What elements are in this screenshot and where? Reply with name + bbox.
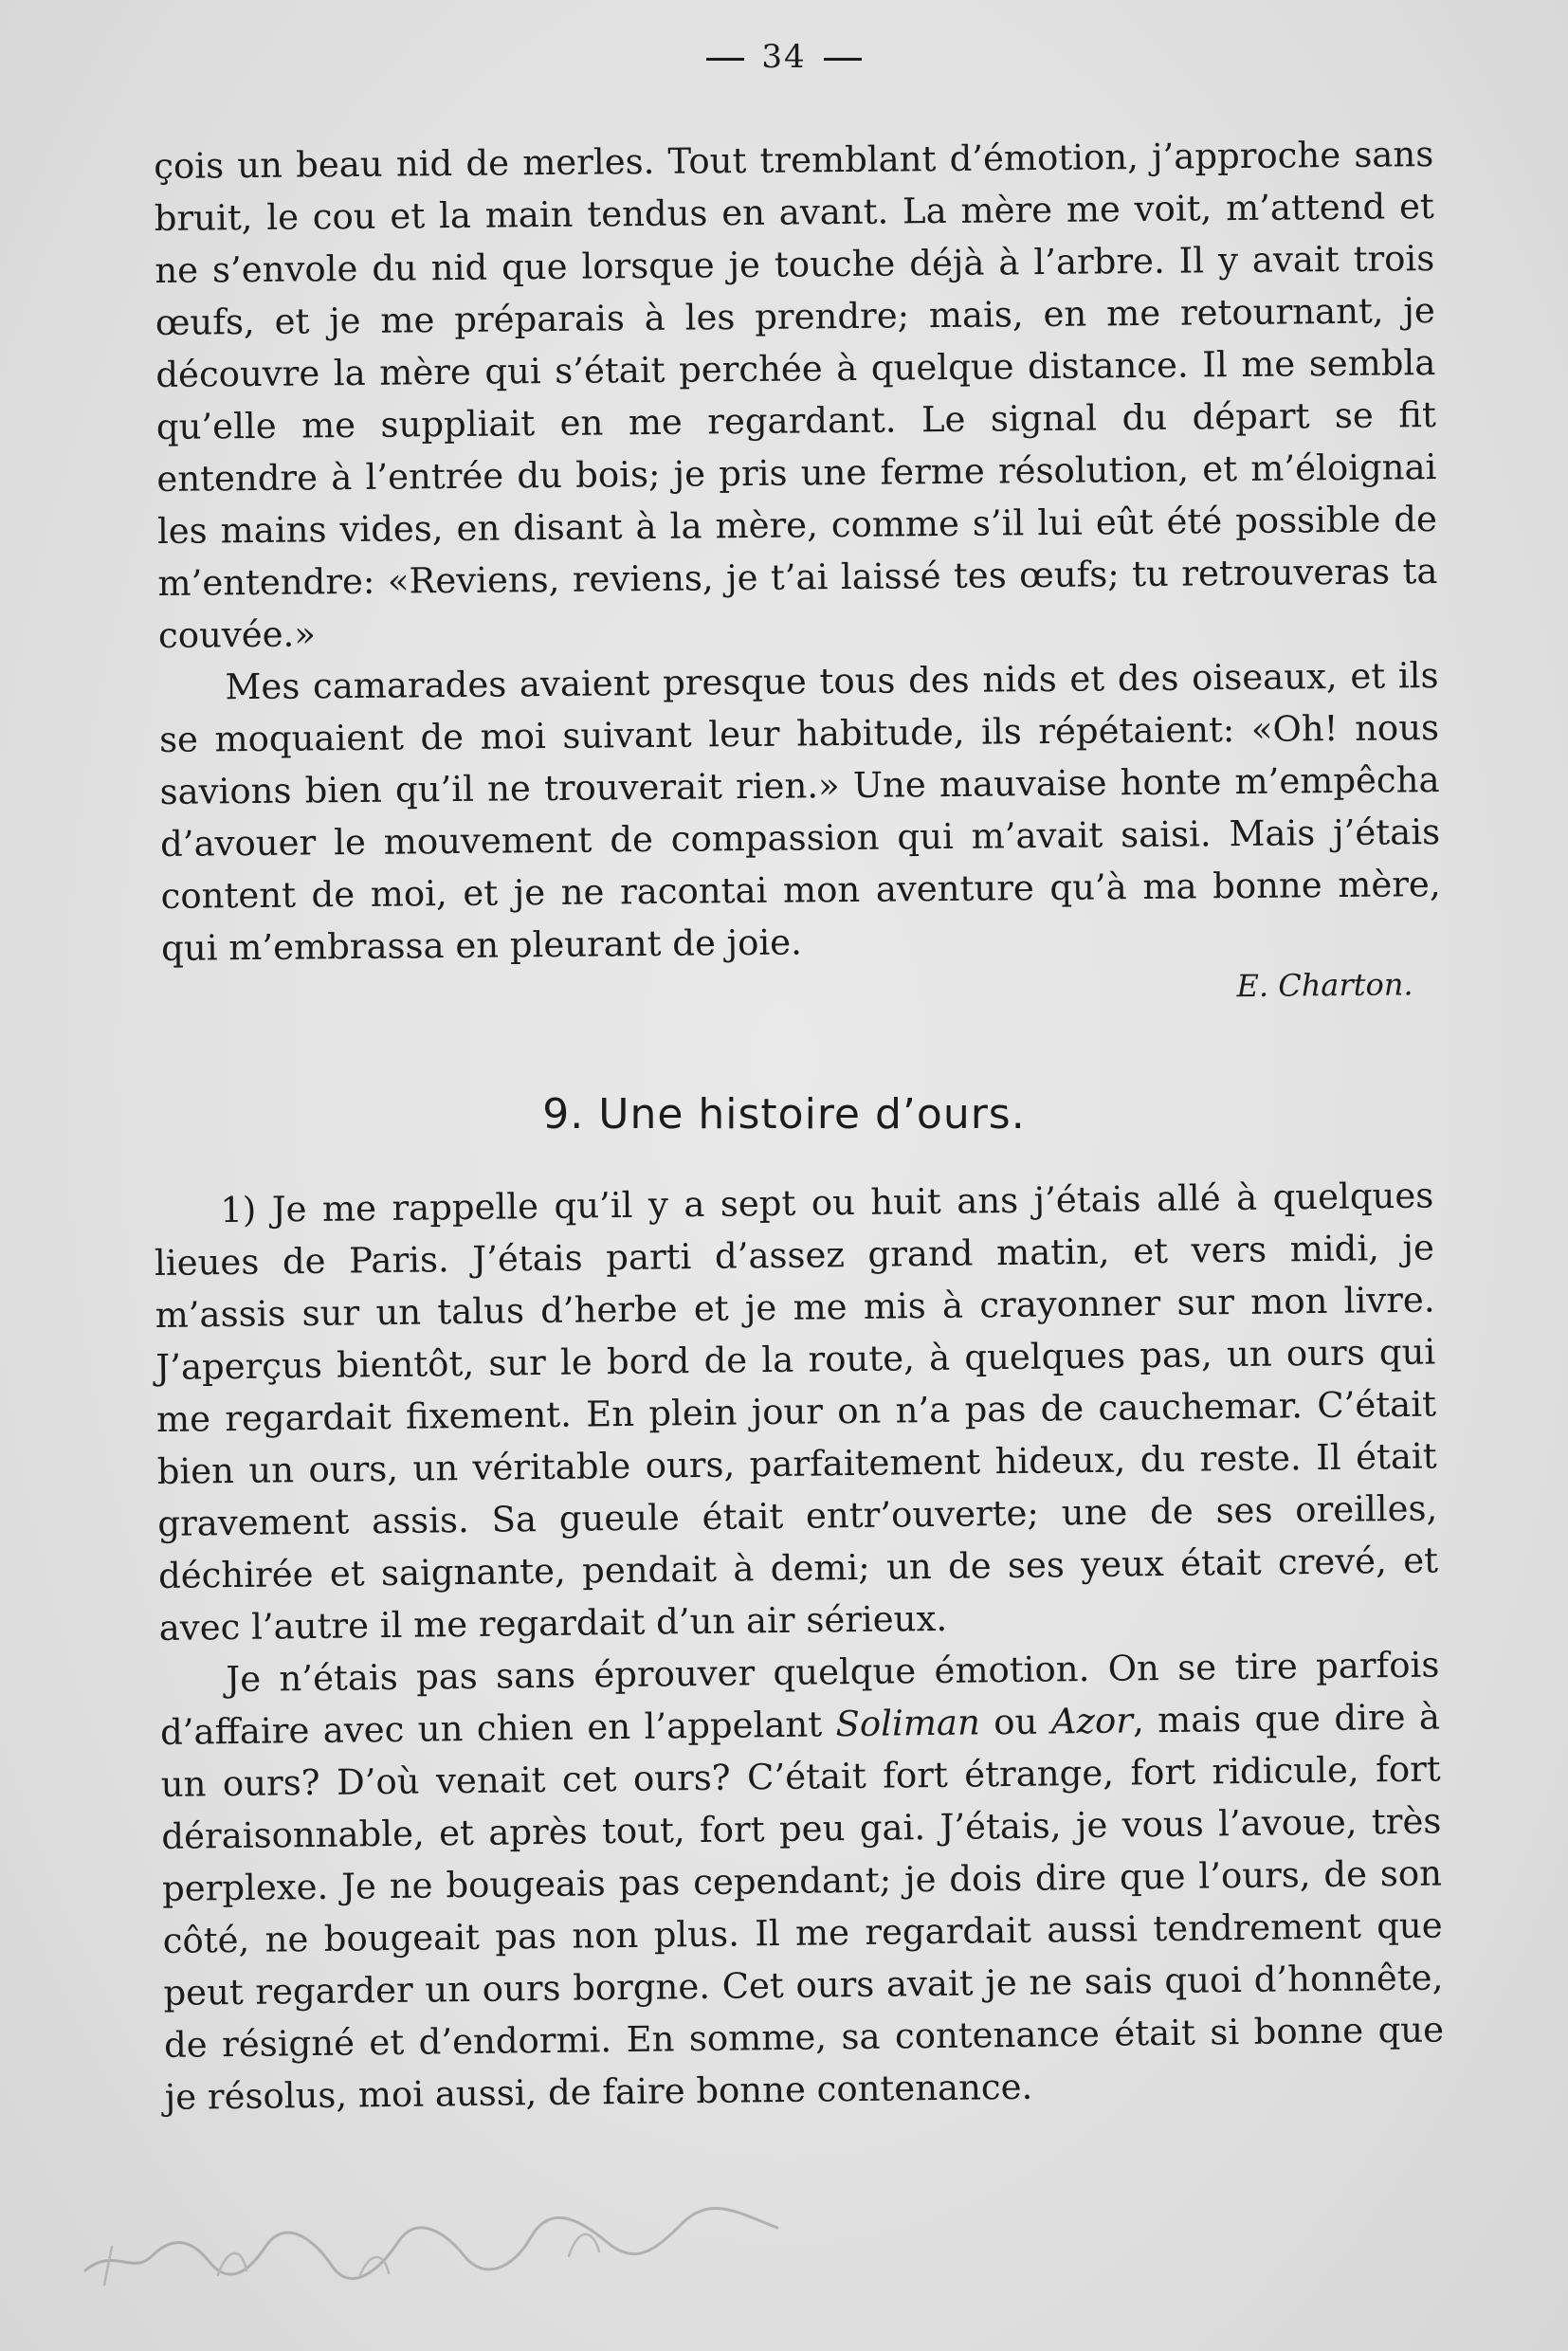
name-azor: Azor: [1050, 1700, 1134, 1742]
paragraph-4-text-a: Je n’étais pas sans éprouver quelque émotion. On se tire parfois d’affaire avec un chien en l’appelant: [159, 1644, 1440, 1753]
paragraph-4-text-b: ou: [979, 1701, 1051, 1743]
page-number-dash-left: [706, 58, 744, 61]
pencil-annotation: [76, 2180, 796, 2294]
paragraph-1: çois un beau nid de merles. Tout tremblant d’émotion, j’approche sans bruit, le cou et la main tendus en avant. La mère me voit, m’attend et ne s’envole du nid que lorsque je touche déjà à l’arbre. Il y avait trois œufs, et je me préparais à les prendre; mais, en me retournant, je découvre la mère qui s’était perchée à quelque distance. Il me sembla qu’elle me suppliait en me regardant. Le signal du départ se fit entendre à l’entrée du bois; je pris une ferme résolution, et m’éloignai les mains vides, en disant à la mère, comme s’il lui eût été possible de m’entendre: «Reviens, reviens, je t’ai laissé tes œufs; tu retrouveras ta couvée.»: [154, 134, 1438, 656]
paragraph-4-text-c: , mais que dire à un ours? D’où venait cet ours? C’était fort étrange, fort ridicule, fort déraisonnable, et après tout, fort peu gai. J’étais, je vous l’avoue, très perplexe. Je ne bougeais pas cependant; je dois dire que l’ours, de son côté, ne bougeait pas non plus. Il me regardait aussi tendrement que peut regarder un ours borgne. Cet ours avait je ne sais quoi d’honnête, de résigné et d’endormi. En somme, sa contenance était si bonne que je résolus, moi aussi, de faire bonne contenance.: [160, 1696, 1445, 2118]
paragraph-3-text: 1) Je me rappelle qu’il y a sept ou huit ans j’étais allé à quelques lieues de Paris. J’étais parti d’assez grand matin, et vers midi, je m’assis sur un talus d’herbe et je me mis à crayonner sur mon livre. J’aperçus bientôt, sur le bord de la route, à quelques pas, un ours qui me regardait fixement. En plein jour on n’a pas de cauchemar. C’était bien un ours, un véritable ours, parfaitement hideux, du reste. Il était gravement assis. Sa gueule était entr’ouverte; une de ses oreilles, déchirée et saignante, pendait à demi; un de ses yeux était crevé, et avec l’autre il me regardait d’un air sérieux.: [154, 1175, 1439, 1649]
name-soliman: Soliman: [835, 1702, 981, 1745]
passage-histoire-ours: [154, 1170, 1445, 2123]
section-title: 9. Une histoire d’ours.: [542, 1090, 1026, 1139]
page-number-value: 34: [761, 38, 807, 76]
paragraph-4: [159, 1638, 1445, 2123]
paragraph-3: [154, 1170, 1439, 1654]
author-signature: E. Charton.: [1236, 966, 1413, 1005]
paragraph-2: Mes camarades avaient presque tous des nids et des oiseaux, et ils se moquaient de moi suivant leur habitude, ils répétaient: «Oh! nous savions bien qu’il ne trouverait rien.» Une mauvaise honte m’empêcha d’avouer le mouvement de compassion qui m’avait saisi. Mais j’étais content de moi, et je ne racontai mon aventure qu’à ma bonne mère, qui m’embrassa en pleurant de joie.: [158, 655, 1441, 969]
page-number: [0, 38, 1568, 76]
page-number-dash-right: [824, 58, 862, 61]
passage-nid-de-merles: [154, 128, 1442, 1018]
